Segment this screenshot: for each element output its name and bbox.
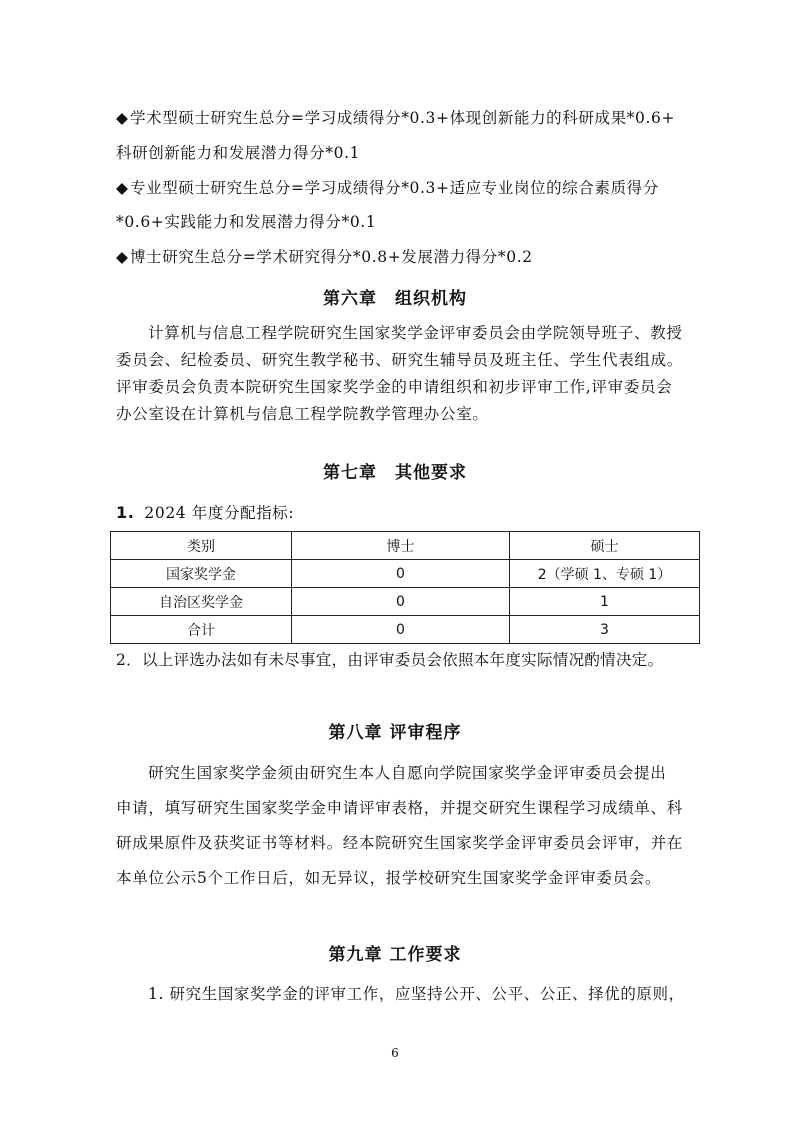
diamond-bullet-icon: ◆ [116, 248, 129, 266]
diamond-bullet-icon: ◆ [116, 179, 129, 197]
table-header-row [111, 532, 700, 560]
formula-doctoral-text: 博士研究生总分=学术研究得分*0.8+发展潜力得分*0.2 [130, 248, 533, 266]
chapter7-item2: 2．以上评选办法如有未尽事宜，由评审委员会依照本年度实际情况酌情决定。 [116, 651, 664, 669]
table-cell: 国家奖学金 [111, 560, 292, 588]
formula-academic-master-line2: 科研创新能力和发展潜力得分*0.1 [116, 144, 361, 162]
table-row [111, 588, 700, 616]
allocation-table [110, 531, 700, 644]
formula-professional-master-line1: 专业型硕士研究生总分=学习成绩得分*0.3+适应专业岗位的综合素质得分 [130, 179, 659, 197]
table-cell: 0 [292, 616, 510, 644]
formula-doctoral [116, 245, 533, 267]
table-header: 博士 [292, 532, 510, 560]
chapter9-title: 第九章 工作要求 [328, 945, 462, 965]
chapter8-line-4: 本单位公示5个工作日后，如无异议，报学校研究生国家奖学金评审委员会。 [116, 869, 662, 887]
table-cell: 0 [292, 588, 510, 616]
chapter9-line-1: 1. 研究生国家奖学金的评审工作，应坚持公开、公平、公正、择优的原则， [148, 985, 685, 1003]
formula-professional-master [116, 176, 659, 198]
diamond-bullet-icon: ◆ [116, 109, 129, 127]
table-row [111, 560, 700, 588]
table-header: 硕士 [510, 532, 700, 560]
formula-academic-master-line1: 学术型硕士研究生总分=学习成绩得分*0.3+体现创新能力的科研成果*0.6+ [130, 109, 676, 127]
page-number: 6 [391, 1046, 399, 1060]
chapter6-paragraph [116, 320, 684, 428]
table-cell: 2（学硕 1、专硕 1） [510, 560, 700, 588]
chapter8-paragraph [116, 756, 684, 896]
chapter6-title: 第六章 组织机构 [323, 289, 467, 309]
table-cell: 合计 [111, 616, 292, 644]
chapter8-line-2: 申请，填写研究生国家奖学金申请评审表格，并提交研究生课程学习成绩单、科 [116, 799, 684, 817]
chapter6-line-4: 办公室设在计算机与信息工程学院教学管理办公室。 [116, 405, 489, 423]
table-header: 类别 [111, 532, 292, 560]
item1-text: 2024 年度分配指标: [144, 504, 295, 522]
table-cell: 1 [510, 588, 700, 616]
chapter8-line-1: 研究生国家奖学金须由研究生本人自愿向学院国家奖学金评审委员会提出 [148, 764, 667, 782]
formula-professional-master-line2: *0.6+实践能力和发展潜力得分*0.1 [116, 213, 377, 231]
chapter7-item1 [116, 501, 294, 523]
chapter7-title: 第七章 其他要求 [323, 463, 467, 483]
chapter6-line-3: 评审委员会负责本院研究生国家奖学金的申请组织和初步评审工作,评审委员会 [116, 378, 673, 396]
chapter8-line-3: 研成果原件及获奖证书等材料。经本院研究生国家奖学金评审委员会评审，并在 [116, 834, 684, 852]
item1-number: 1. [116, 503, 135, 522]
formula-academic-master [116, 106, 675, 128]
chapter8-title: 第八章 评审程序 [328, 723, 462, 743]
chapter6-line-1: 计算机与信息工程学院研究生国家奖学金评审委员会由学院领导班子、教授 [148, 324, 683, 342]
table-cell: 3 [510, 616, 700, 644]
chapter6-line-2: 委员会、纪检委员、研究生教学秘书、研究生辅导员及班主任、学生代表组成。 [116, 351, 684, 369]
table-cell: 自治区奖学金 [111, 588, 292, 616]
table-cell: 0 [292, 560, 510, 588]
table-row [111, 616, 700, 644]
